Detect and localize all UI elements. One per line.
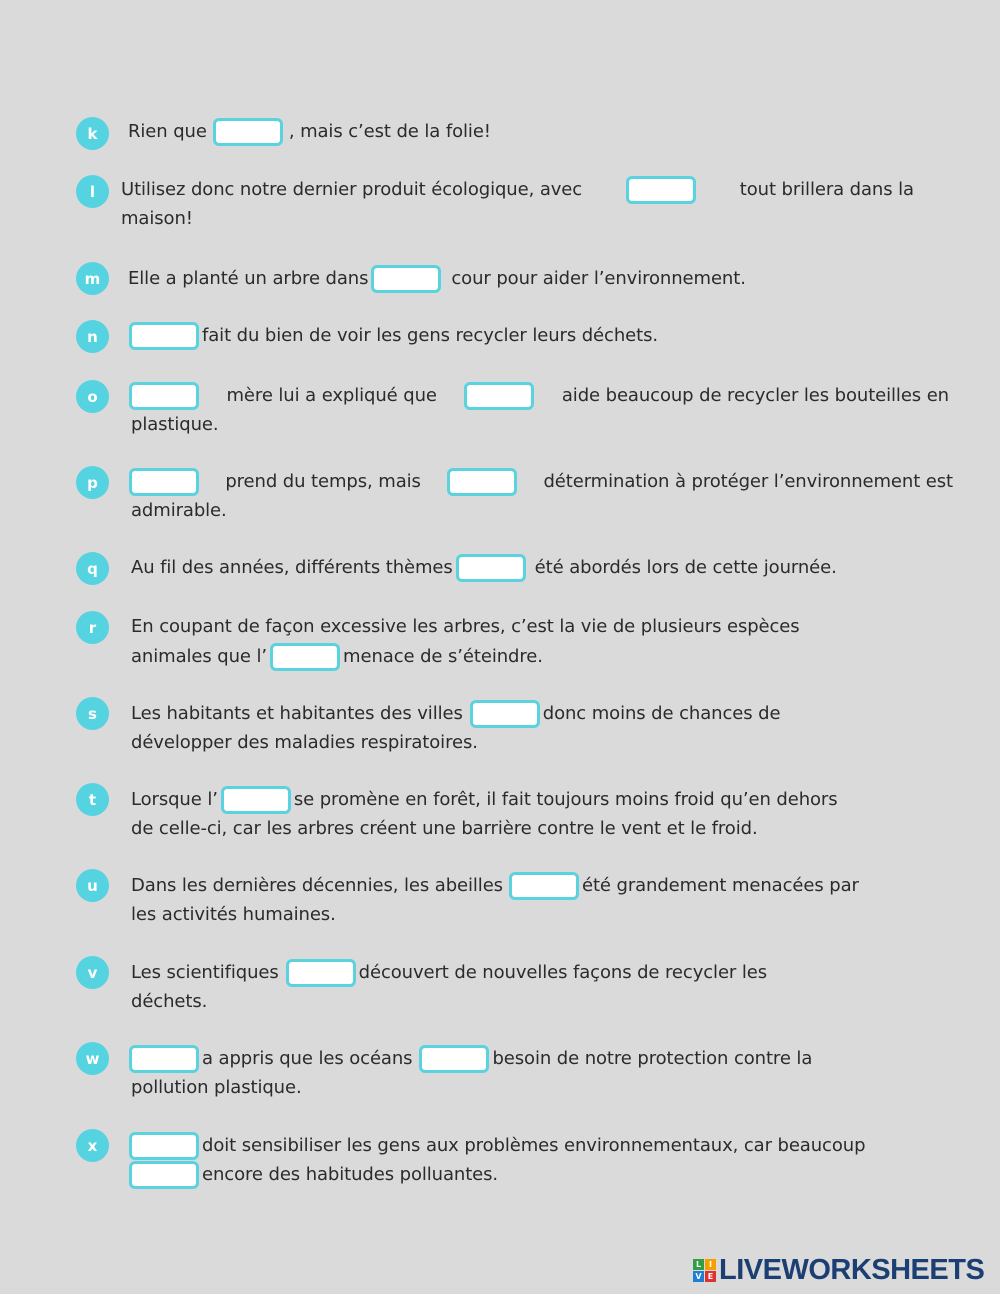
answer-blank[interactable] <box>470 700 540 728</box>
question-letter-badge: x <box>76 1129 109 1162</box>
answer-blank[interactable] <box>286 959 356 987</box>
text-segment: maison! <box>121 208 193 229</box>
text-segment: donc moins de chances de <box>542 703 781 724</box>
question-text-continued <box>129 1160 498 1190</box>
text-segment: doit sensibiliser les gens aux problèmes environnementaux, car beaucoup <box>202 1135 866 1156</box>
question-text-continued <box>121 204 193 234</box>
question-text <box>129 381 949 411</box>
text-segment: Elle a planté un arbre dans <box>128 268 369 289</box>
text-segment: déchets. <box>131 991 208 1012</box>
question-text <box>131 612 800 642</box>
question-letter-badge: o <box>76 380 109 413</box>
answer-blank[interactable] <box>129 1161 199 1189</box>
question-letter-badge: m <box>76 262 109 295</box>
question-text-continued <box>131 814 758 844</box>
answer-blank[interactable] <box>129 1045 199 1073</box>
text-segment: Au fil des années, différents thèmes <box>131 557 453 578</box>
question-text <box>129 1044 812 1074</box>
logo-mark-letter: I <box>705 1259 716 1270</box>
text-segment: encore des habitudes polluantes. <box>202 1164 499 1185</box>
text-segment: Rien que <box>128 121 207 142</box>
text-segment: aide beaucoup de recycler les bouteilles en <box>561 385 949 406</box>
text-segment: se promène en forêt, il fait toujours moins froid qu’en dehors <box>293 789 838 810</box>
question-text <box>131 553 837 583</box>
question-letter-badge: t <box>76 783 109 816</box>
text-segment: menace de s’éteindre. <box>343 646 543 667</box>
answer-blank[interactable] <box>456 554 526 582</box>
question-text-continued <box>131 900 336 930</box>
text-segment: Dans les dernières décennies, les abeilles <box>131 875 503 896</box>
question-letter-badge: r <box>76 611 109 644</box>
question-letter-badge: l <box>76 175 109 208</box>
text-segment: plastique. <box>131 414 219 435</box>
question-letter-badge: w <box>76 1042 109 1075</box>
question-letter-badge: p <box>76 466 109 499</box>
question-text <box>131 785 838 815</box>
answer-blank[interactable] <box>213 118 283 146</box>
question-letter-badge: v <box>76 956 109 989</box>
question-text <box>128 264 746 294</box>
answer-blank[interactable] <box>129 1132 199 1160</box>
text-segment: Les scientifiques <box>131 962 279 983</box>
text-segment: détermination à protéger l’environnement est <box>543 471 953 492</box>
question-letter-badge: u <box>76 869 109 902</box>
logo-mark-icon <box>693 1259 716 1282</box>
question-text <box>129 467 953 497</box>
text-segment: prend du temps, mais <box>225 471 421 492</box>
logo-text: LIVEWORKSHEETS <box>719 1253 985 1286</box>
text-segment: , mais c’est de la folie! <box>288 121 491 142</box>
answer-blank[interactable] <box>509 872 579 900</box>
text-segment: Utilisez donc notre dernier produit écologique, avec <box>121 179 583 200</box>
text-segment: les activités humaines. <box>131 904 336 925</box>
text-segment: de celle-ci, car les arbres créent une barrière contre le vent et le froid. <box>131 818 758 839</box>
liveworksheets-logo <box>693 1254 984 1286</box>
logo-mark-letter: L <box>693 1259 704 1270</box>
question-text-continued <box>131 642 543 672</box>
text-segment: animales que l’ <box>131 646 268 667</box>
question-text <box>131 958 767 988</box>
text-segment: découvert de nouvelles façons de recycler les <box>358 962 767 983</box>
logo-mark-letter: V <box>693 1271 704 1282</box>
answer-blank[interactable] <box>129 322 199 350</box>
text-segment: tout brillera dans la <box>739 179 914 200</box>
question-letter-badge: q <box>76 552 109 585</box>
text-segment: En coupant de façon excessive les arbres, c’est la vie de plusieurs espèces <box>131 616 800 637</box>
answer-blank[interactable] <box>447 468 517 496</box>
text-segment: Les habitants et habitantes des villes <box>131 703 463 724</box>
text-segment: pollution plastique. <box>131 1077 302 1098</box>
question-text <box>129 321 658 351</box>
answer-blank[interactable] <box>270 643 340 671</box>
answer-blank[interactable] <box>464 382 534 410</box>
question-text <box>131 871 859 901</box>
answer-blank[interactable] <box>129 382 199 410</box>
text-segment: été abordés lors de cette journée. <box>534 557 837 578</box>
question-text <box>129 1131 865 1161</box>
question-letter-badge: n <box>76 320 109 353</box>
text-segment: a appris que les océans <box>202 1048 413 1069</box>
question-text-continued <box>131 1073 302 1103</box>
text-segment: fait du bien de voir les gens recycler leurs déchets. <box>202 325 658 346</box>
text-segment: développer des maladies respiratoires. <box>131 732 478 753</box>
question-text <box>128 117 491 147</box>
question-text-continued <box>131 496 227 526</box>
text-segment: été grandement menacées par <box>581 875 859 896</box>
text-segment: cour pour aider l’environnement. <box>451 268 746 289</box>
answer-blank[interactable] <box>221 786 291 814</box>
question-text-continued <box>131 728 478 758</box>
answer-blank[interactable] <box>371 265 441 293</box>
answer-blank[interactable] <box>129 468 199 496</box>
text-segment: besoin de notre protection contre la <box>492 1048 813 1069</box>
logo-mark-letter: E <box>705 1271 716 1282</box>
question-letter-badge: k <box>76 117 109 150</box>
answer-blank[interactable] <box>626 176 696 204</box>
text-segment: Lorsque l’ <box>131 789 218 810</box>
question-text-continued <box>131 410 219 440</box>
question-text <box>121 175 914 205</box>
text-segment: mère lui a expliqué que <box>226 385 437 406</box>
answer-blank[interactable] <box>419 1045 489 1073</box>
text-segment: admirable. <box>131 500 227 521</box>
question-text-continued <box>131 987 207 1017</box>
question-letter-badge: s <box>76 697 109 730</box>
question-text <box>131 699 780 729</box>
